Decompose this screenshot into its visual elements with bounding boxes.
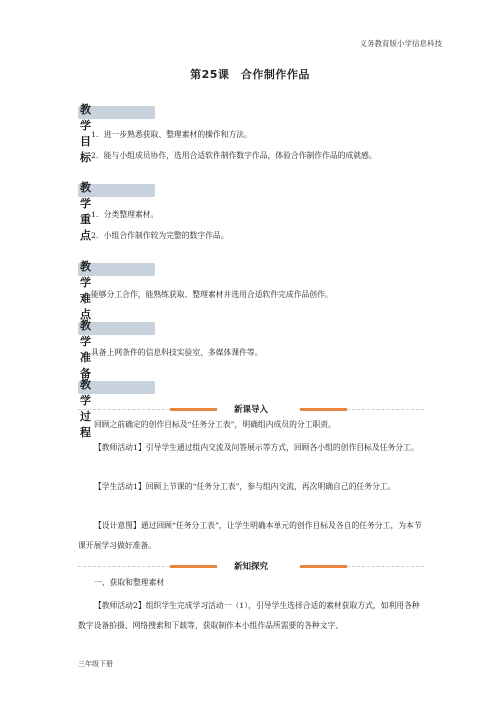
- series-header: 义务教育版小学信息科技: [359, 39, 442, 48]
- heading-label: 教学过程: [80, 378, 92, 439]
- paragraph: 回顾之前确定的创作目标及“任务分工表”，明确组内成员的分工职责。: [94, 420, 336, 429]
- preparation-text: 具备上网条件的信息科技实验室、多媒体课件等。: [91, 348, 263, 357]
- key-point-item: 1．分类整理素材。: [91, 210, 159, 219]
- goal-item: 2．能与小组成员协作，选用合适软件制作数字作品，体验合作制作作品的成就感。: [91, 151, 377, 160]
- heading-label: 教学难点: [80, 260, 92, 321]
- grade-footer: 三年级下册: [78, 660, 113, 668]
- heading-label: 教学重点: [80, 181, 92, 242]
- goal-item: 1．进一步熟悉获取、整理素材的操作和方法。: [91, 130, 252, 139]
- heading-label: 教学准备: [80, 319, 92, 380]
- difficulties-text: 能够分工合作，能熟练获取、整理素材并选用合适软件完成作品创作。: [91, 290, 333, 299]
- subsection-divider-explore: [78, 560, 424, 574]
- paragraph: 【设计意图】通过回顾“任务分工表”，让学生明确本单元的创作目标及各自的任务分工，为本节课开展学习做好准备。: [78, 521, 422, 550]
- paragraph: 【教师活动2】组织学生完成学习活动一（1），引导学生选择合适的素材获取方式，如利用各种数字设备拍摄、网络搜索和下载等，获取制作本小组作品所需要的各种文字、: [78, 601, 420, 630]
- key-point-item: 2．小组合作制作较为完整的数字作品。: [91, 231, 229, 240]
- subsection-label: 新课导入: [233, 405, 268, 415]
- paragraph: 【教师活动1】引导学生通过组内交流及问答展示等方式，回顾各小组的创作目标及任务分工。: [94, 443, 419, 452]
- subheading-paragraph: 一、获取和整理素材: [94, 578, 165, 587]
- lesson-title: 第25课 合作制作作品: [190, 68, 310, 81]
- paragraph: 【学生活动1】回顾上节课的“任务分工表”，参与组内交流，再次明确自己的任务分工。: [94, 482, 396, 491]
- heading-label: 教学目标: [80, 103, 92, 164]
- subsection-label: 新知探究: [233, 562, 268, 572]
